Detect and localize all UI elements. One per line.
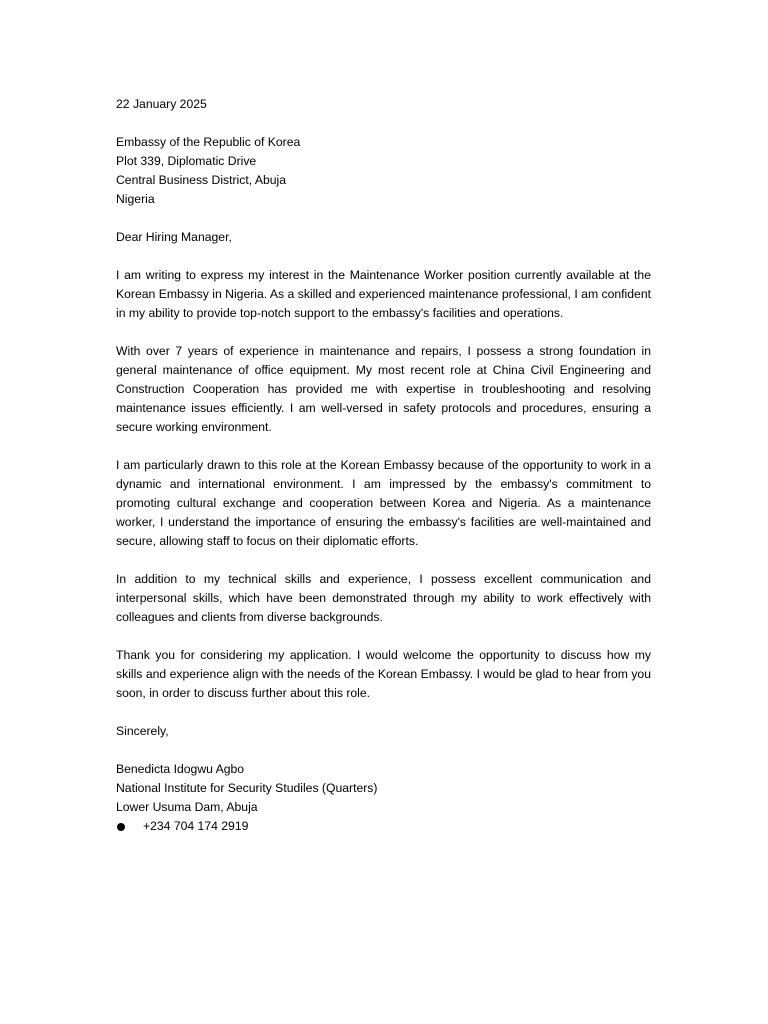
recipient-line-2: Plot 339, Diplomatic Drive bbox=[116, 154, 257, 168]
recipient-line-4: Nigeria bbox=[116, 192, 155, 206]
recipient-line-1: Embassy of the Republic of Korea bbox=[116, 135, 301, 149]
bullet-icon bbox=[117, 823, 125, 831]
phone-list-item bbox=[116, 817, 651, 836]
closing: Sincerely, bbox=[116, 724, 169, 738]
salutation: Dear Hiring Manager, bbox=[116, 230, 232, 244]
letter-body bbox=[116, 95, 651, 836]
signature-block bbox=[116, 760, 651, 836]
paragraph-1: I am writing to express my interest in the Maintenance Worker position currently available at the Korean Embassy in Nigeria. As a skilled and experienced maintenance professional, I am confident in my ability to provide top-notch support to the embassy's facilities and operations. bbox=[116, 268, 651, 320]
signature-organization: National Institute for Security Studiles (Quarters) bbox=[116, 781, 378, 795]
letter-date bbox=[116, 95, 651, 114]
signature-name: Benedicta Idogwu Agbo bbox=[116, 762, 245, 776]
signature-phone: +234 704 174 2919 bbox=[143, 819, 249, 833]
paragraph-5: Thank you for considering my application. I would welcome the opportunity to discuss how my skills and experience align with the needs of the Korean Embassy. I would be glad to hear from you soon, in order to discuss further about this role. bbox=[116, 648, 651, 700]
recipient-address bbox=[116, 133, 651, 209]
paragraph-2: With over 7 years of experience in maintenance and repairs, I possess a strong foundation in general maintenance of office equipment. My most recent role at China Civil Engineering and Construction Cooperation has provided me with expertise in troubleshooting and resolving maintenance issues efficiently. I am well-versed in safety protocols and procedures, ensuring a secure working environment. bbox=[116, 344, 651, 434]
signature-address: Lower Usuma Dam, Abuja bbox=[116, 800, 258, 814]
paragraph-3: I am particularly drawn to this role at the Korean Embassy because of the opportunity to work in a dynamic and international environment. I am impressed by the embassy's commitment to promoting cultural exchange and cooperation between Korea and Nigeria. As a maintenance worker, I understand the importance of ensuring the embassy's facilities are well-maintained and secure, allowing staff to focus on their diplomatic efforts. bbox=[116, 458, 651, 548]
recipient-line-3: Central Business District, Abuja bbox=[116, 173, 287, 187]
date-text: 22 January 2025 bbox=[116, 97, 207, 111]
paragraph-4: In addition to my technical skills and experience, I possess excellent communication and interpersonal skills, which have been demonstrated through my ability to work effectively with colleagues and clients from diverse backgrounds. bbox=[116, 572, 651, 624]
